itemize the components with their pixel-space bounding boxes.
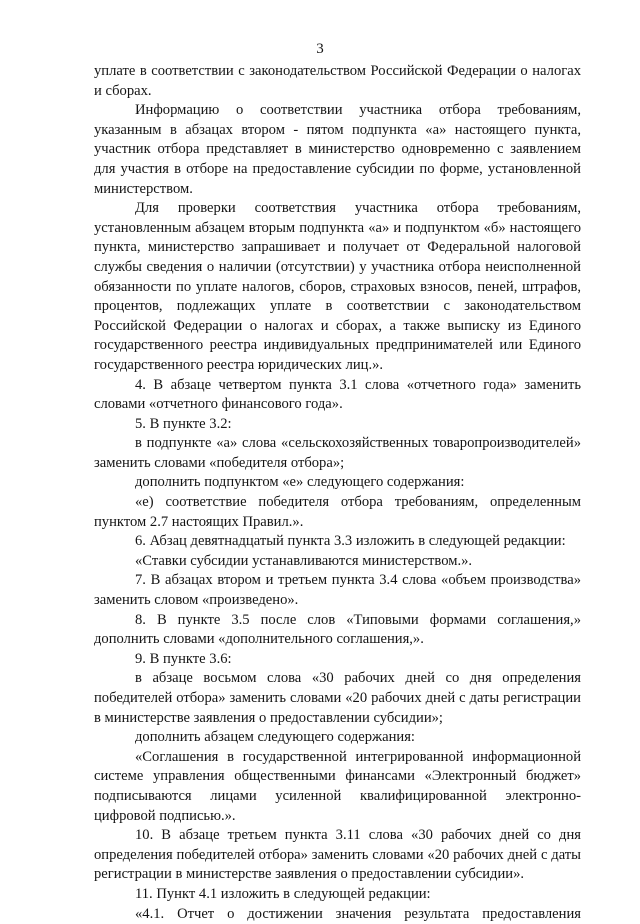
- paragraph: «Ставки субсидии устанавливаются министерством.».: [135, 552, 473, 569]
- paragraph: 8. В пункте 3.5 после слов «Типовыми формами соглашения,» дополнить словами «дополнительного соглашения,».: [94, 611, 581, 648]
- paragraph: в абзаце восьмом слова «30 рабочих дней со дня определения победителей отбора» заменить словами «20 рабочих дней с даты регистрации в министерстве заявления о предоставлении субсидии»;: [94, 670, 581, 726]
- paragraph: дополнить абзацем следующего содержания:: [135, 729, 415, 746]
- page-number: 3: [316, 41, 324, 57]
- paragraph: в подпункте «а» слова «сельскохозяйственных товаропроизводителей» заменить словами «победителя отбора»;: [94, 435, 581, 471]
- paragraph: «4.1. Отчет о достижении значения результата предоставления: [135, 905, 581, 922]
- paragraph: 9. В пункте 3.6:: [135, 650, 232, 667]
- paragraph: 10. В абзаце третьем пункта 3.11 слова «30 рабочих дней со дня определения победителей отбора» заменить словами «20 рабочих дней с даты регистрации в министерстве заявления о предоставлении субсидии».: [94, 827, 581, 883]
- paragraph: 11. Пункт 4.1 изложить в следующей редакции:: [135, 885, 431, 902]
- paragraph: 7. В абзацах втором и третьем пункта 3.4 слова «объем производства» заменить словом «произведено».: [94, 572, 581, 609]
- paragraph: 5. В пункте 3.2:: [135, 415, 232, 432]
- paragraph: Для проверки соответствия участника отбора требованиям, установленным абзацем вторым подпункта «а» и подпунктом «б» настоящего пункта, министерство запрашивает и получает от Федеральной налоговой службы сведения о наличии (отсутствии) у участника отбора неисполненной обязанности по уплате налогов, сборов, страховых взносов, пеней, штрафов, процентов, подлежащих уплате в соответствии с законодательством Российской Федерации о налогах и сборах, а также выписку из Единого государственного реестра индивидуальных предпринимателей или Единого государственного реестра юридических лиц.».: [94, 200, 581, 373]
- paragraph: уплате в соответствии с законодательством Российской Федерации о налогах и сборах.: [94, 63, 581, 99]
- paragraph: «Соглашения в государственной интегрированной информационной системе управления общественными финансами «Электронный бюджет» подписываются лицами усиленной квалифицированной электронно-цифровой подписью.».: [94, 748, 581, 824]
- paragraph: дополнить подпунктом «е» следующего содержания:: [135, 474, 465, 491]
- document-body: [94, 62, 581, 924]
- paragraph: 6. Абзац девятнадцатый пункта 3.3 изложить в следующей редакции:: [135, 533, 566, 550]
- paragraph: «е) соответствие победителя отбора требованиям, определенным пунктом 2.7 настоящих Правил.».: [94, 494, 581, 530]
- paragraph: Информацию о соответствии участника отбора требованиям, указанным в абзацах втором - пятом подпункта «а» настоящего пункта, участник отбора представляет в министерство одновременно с заявлением для участия в отборе на предоставление субсидии по форме, установленной министерством.: [94, 102, 581, 197]
- paragraph: 4. В абзаце четвертом пункта 3.1 слова «отчетного года» заменить словами «отчетного финансового года».: [94, 376, 581, 413]
